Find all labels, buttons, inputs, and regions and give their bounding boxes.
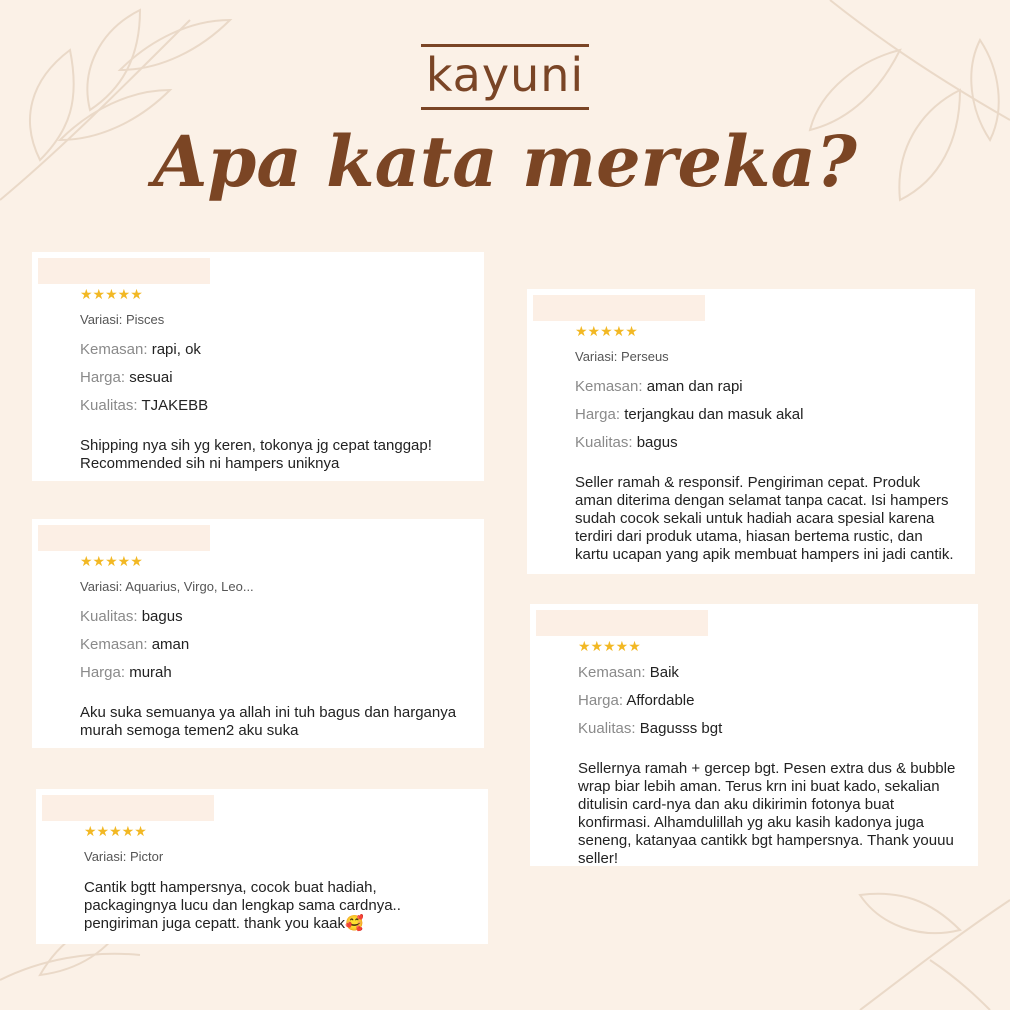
field-label: Harga: bbox=[80, 369, 126, 386]
field-value: terjangkau dan masuk akal bbox=[624, 406, 804, 423]
field-value: Bagusss bgt bbox=[639, 720, 723, 737]
star-rating-icon: ★★★★★ bbox=[575, 323, 638, 339]
review-comment: Shipping nya sih yg keren, tokonya jg cepat tanggap! Recommended sih ni hampers uniknya bbox=[80, 437, 432, 472]
review-card bbox=[530, 604, 978, 866]
star-rating-icon: ★★★★★ bbox=[578, 638, 641, 654]
review-field bbox=[575, 401, 955, 429]
page-title: Apa kata mereka? bbox=[153, 120, 857, 203]
review-comment: Sellernya ramah + gercep bgt. Pesen extra dus & bubble wrap biar lebih aman. Terus krn ini buat kado, sekalian ditulisin card-nya dan aku dikirimin fotonya buat konfirmasi. Alhamdulillah yg aku kasih kadonya juga seneng, katanyaa cantikk bgt hampersnya. Thank youuu seller! bbox=[578, 760, 956, 867]
field-label: Kualitas: bbox=[80, 608, 138, 625]
star-rating-icon: ★★★★★ bbox=[84, 823, 147, 839]
review-comment: Aku suka semuanya ya allah ini tuh bagus dan harganya murah semoga temen2 aku suka bbox=[80, 704, 457, 739]
field-label: Kualitas: bbox=[80, 397, 138, 414]
variation-label: Variasi: Aquarius, Virgo, Leo... bbox=[80, 579, 254, 594]
blurred-username bbox=[533, 295, 705, 321]
review-field bbox=[575, 429, 955, 457]
variation-label: Variasi: Pisces bbox=[80, 312, 165, 327]
field-value: aman bbox=[151, 636, 190, 653]
field-label: Kemasan: bbox=[80, 341, 148, 358]
field-label: Harga: bbox=[575, 406, 621, 423]
review-fields bbox=[575, 373, 955, 457]
field-value: Affordable bbox=[626, 692, 695, 709]
field-value: TJAKEBB bbox=[141, 397, 209, 414]
review-field bbox=[80, 336, 464, 364]
review-field bbox=[80, 364, 464, 392]
review-comment: Cantik bgtt hampersnya, cocok buat hadiah, packagingnya lucu dan lengkap sama cardnya.. pengiriman juga cepatt. thank you kaak🥰 bbox=[84, 879, 401, 932]
review-card bbox=[32, 252, 484, 481]
review-fields bbox=[578, 659, 958, 743]
variation-label: Variasi: Perseus bbox=[575, 349, 669, 364]
review-card bbox=[32, 519, 484, 748]
field-label: Harga: bbox=[80, 664, 126, 681]
field-label: Kemasan: bbox=[578, 664, 646, 681]
field-value: bagus bbox=[636, 434, 678, 451]
field-value: sesuai bbox=[129, 369, 173, 386]
star-rating-icon: ★★★★★ bbox=[80, 286, 143, 302]
blurred-username bbox=[38, 525, 210, 551]
review-fields bbox=[80, 603, 464, 687]
variation-label: Variasi: Pictor bbox=[84, 849, 164, 864]
review-field bbox=[80, 603, 464, 631]
review-field bbox=[80, 631, 464, 659]
field-label: Kemasan: bbox=[80, 636, 148, 653]
review-field bbox=[578, 715, 958, 743]
review-field bbox=[80, 392, 464, 420]
blurred-username bbox=[38, 258, 210, 284]
review-fields bbox=[80, 336, 464, 420]
field-label: Kualitas: bbox=[578, 720, 636, 737]
field-label: Harga: bbox=[578, 692, 624, 709]
review-comment: Seller ramah & responsif. Pengiriman cepat. Produk aman diterima dengan selamat tanpa cacat. Isi hampers sudah cocok sekali untuk hadiah acara spesial karena terdiri dari produk utama, hiasan bertema rustic, dan kartu ucapan yang apik membuat hampers ini jadi cantik. bbox=[575, 474, 954, 563]
field-value: bagus bbox=[141, 608, 183, 625]
field-value: rapi, ok bbox=[151, 341, 201, 358]
review-field bbox=[578, 687, 958, 715]
field-value: Baik bbox=[649, 664, 679, 681]
blurred-username bbox=[536, 610, 708, 636]
star-rating-icon: ★★★★★ bbox=[80, 553, 143, 569]
field-value: aman dan rapi bbox=[646, 378, 743, 395]
review-card bbox=[36, 789, 488, 944]
field-label: Kemasan: bbox=[575, 378, 643, 395]
blurred-username bbox=[42, 795, 214, 821]
review-field bbox=[575, 373, 955, 401]
review-field bbox=[578, 659, 958, 687]
review-card bbox=[527, 289, 975, 574]
field-label: Kualitas: bbox=[575, 434, 633, 451]
field-value: murah bbox=[129, 664, 172, 681]
brand-logo: kayuni bbox=[421, 44, 589, 110]
review-field bbox=[80, 659, 464, 687]
